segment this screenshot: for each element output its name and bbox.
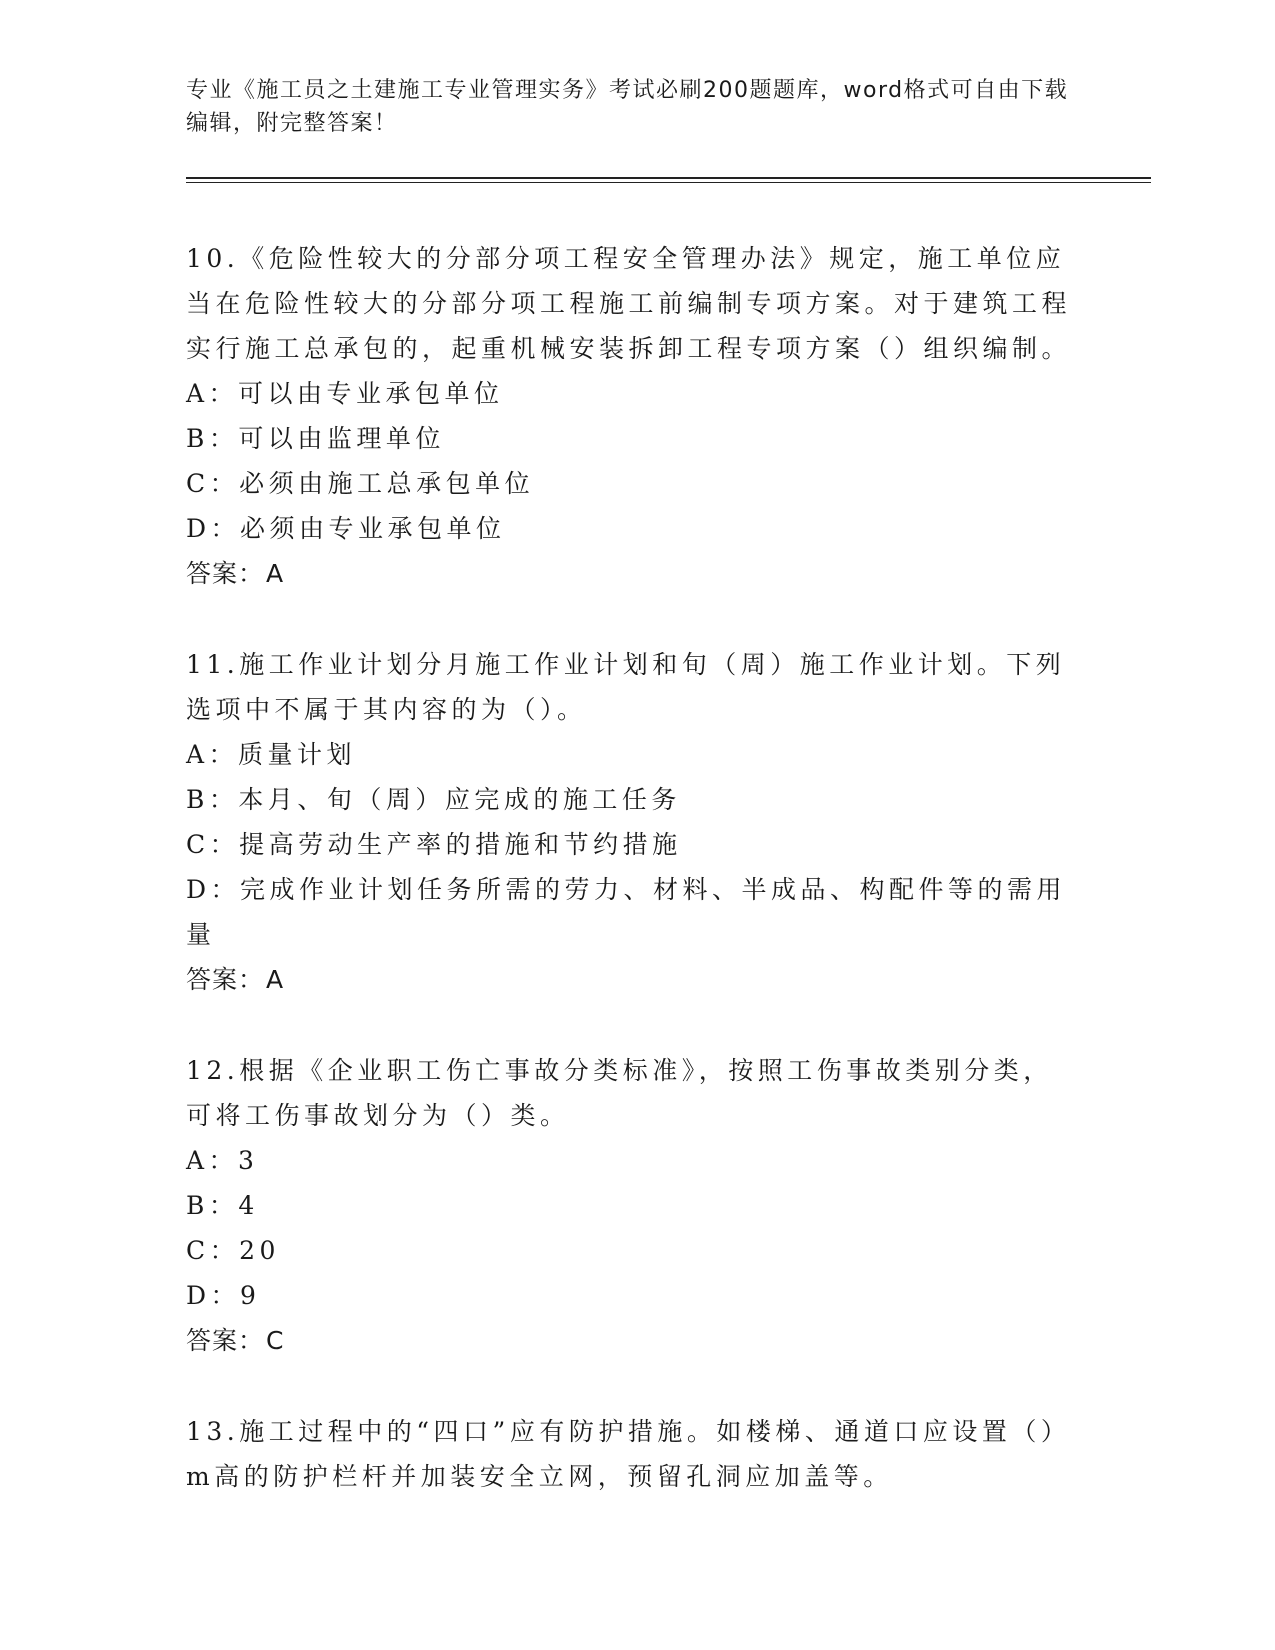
option-a: A：3 [186,1146,259,1175]
option-c: C：提高劳动生产率的措施和节约措施 [186,830,682,859]
option-d: D：必须由专业承包单位 [186,514,506,543]
option-b: B：本月、旬（周）应完成的施工任务 [186,785,681,814]
question-12 [186,1048,1076,1364]
question-text: 11.施工作业计划分月施工作业计划和旬（周）施工作业计划。下列选项中不属于其内容的为（）。 [186,650,1066,724]
question-13 [186,1409,1076,1499]
answer-value: A [266,965,285,994]
answer-line [186,1318,1076,1364]
answer-label: 答案： [186,559,265,588]
option-d: D：完成作业计划任务所需的劳力、材料、半成品、构配件等的需用量 [186,875,1067,949]
question-list [186,236,1076,1544]
answer-label: 答案： [186,965,265,994]
option-b: B：可以由监理单位 [186,424,445,453]
answer-value: A [266,559,285,588]
answer-label: 答案： [186,1326,265,1355]
option-c: C：必须由施工总承包单位 [186,469,535,498]
answer-line [186,551,1076,597]
question-text: 12.根据《企业职工伤亡事故分类标准》，按照工伤事故类别分类，可将工伤事故划分为（）类。 [186,1056,1053,1130]
option-a: A：质量计划 [186,740,357,769]
answer-line [186,957,1076,1003]
question-11 [186,642,1076,1003]
question-text: 13.施工过程中的“四口”应有防护措施。如楼梯、通道口应设置（）m高的防护栏杆并加装安全立网，预留孔洞应加盖等。 [186,1417,1071,1491]
header-divider-thin [186,182,1151,183]
option-c: C：20 [186,1236,280,1265]
option-b: B：4 [186,1191,259,1220]
option-d: D：9 [186,1281,261,1310]
document-header: 专业《施工员之土建施工专业管理实务》考试必刷200题题库，word格式可自由下载编辑，附完整答案！ [186,78,1069,136]
header-divider-thick [186,177,1151,179]
question-10 [186,236,1076,597]
question-text: 10.《危险性较大的分部分项工程安全管理办法》规定，施工单位应当在危险性较大的分部分项工程施工前编制专项方案。对于建筑工程实行施工总承包的，起重机械安装拆卸工程专项方案（）组织编制。 [186,244,1072,363]
answer-value: C [266,1326,285,1355]
option-a: A：可以由专业承包单位 [186,379,504,408]
